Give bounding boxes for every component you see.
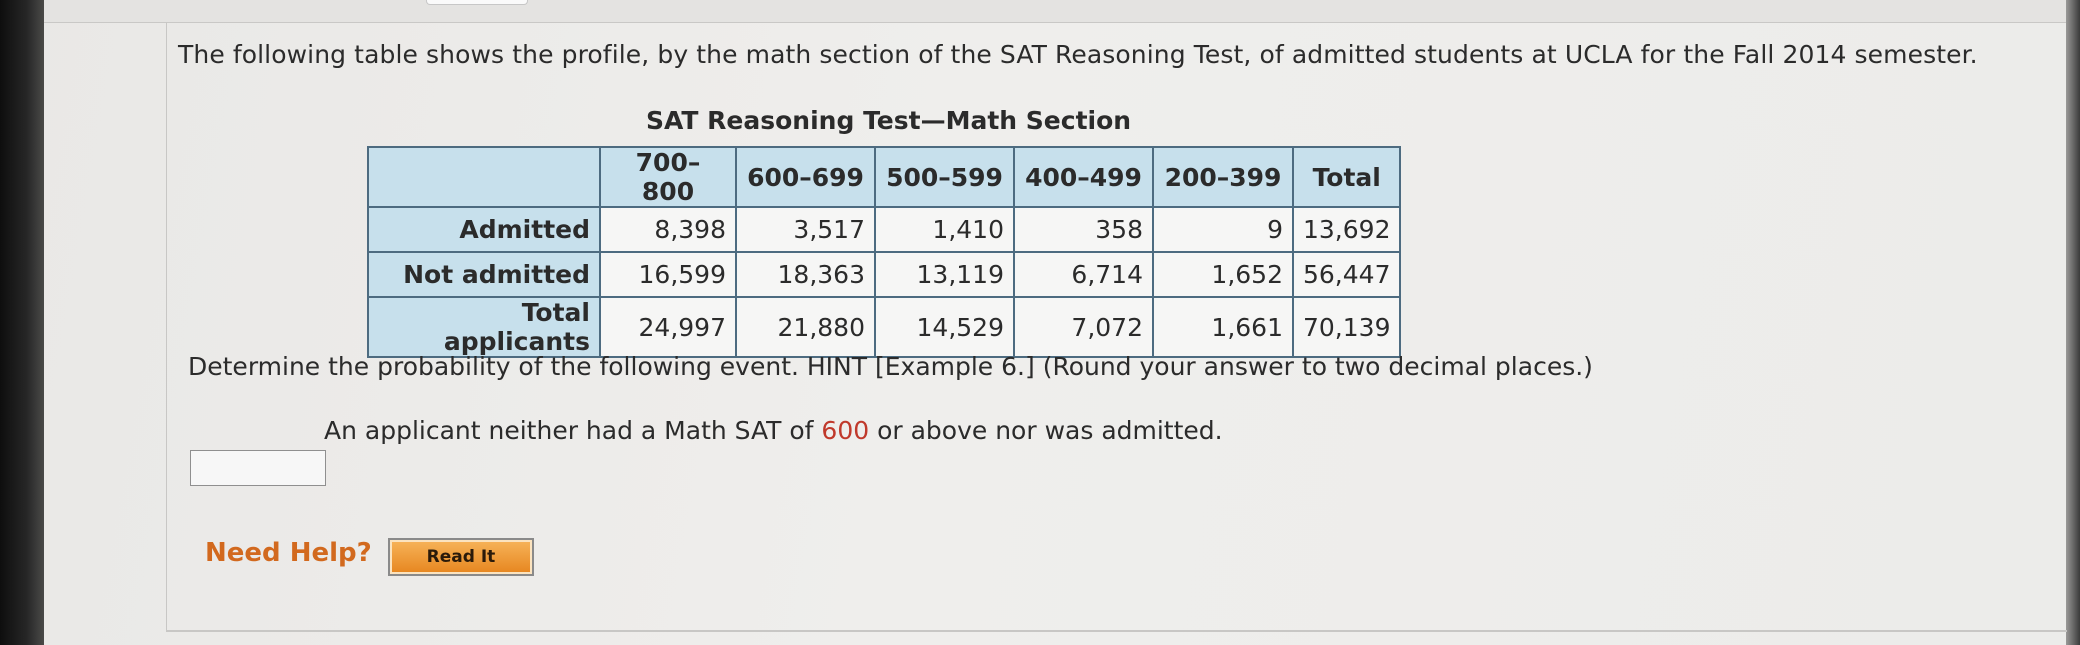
top-tab[interactable] <box>426 0 528 5</box>
instruction-text: Determine the probability of the following event. HINT [Example 6.] (Round your answer to two decimal places.) <box>188 352 1593 381</box>
monitor-bezel-left <box>0 0 44 645</box>
column-header: 500–599 <box>875 147 1014 207</box>
table-row-not-admitted <box>368 252 1400 297</box>
table-corner-cell <box>368 147 600 207</box>
table-cell: 16,599 <box>600 252 736 297</box>
table-cell: 56,447 <box>1293 252 1400 297</box>
row-header: Total applicants <box>368 297 600 357</box>
table-row-admitted <box>368 207 1400 252</box>
table-cell: 7,072 <box>1014 297 1153 357</box>
table-cell: 9 <box>1153 207 1293 252</box>
sat-table <box>367 146 1401 358</box>
column-header: 200–399 <box>1153 147 1293 207</box>
row-header: Not admitted <box>368 252 600 297</box>
table-header-row <box>368 147 1400 207</box>
table-cell: 1,661 <box>1153 297 1293 357</box>
table-cell: 14,529 <box>875 297 1014 357</box>
answer-input[interactable] <box>190 450 326 486</box>
read-it-button[interactable]: Read It <box>388 538 534 576</box>
question-intro: The following table shows the profile, by the math section of the SAT Reasoning Test, of admitted students at UCLA for the Fall 2014 semester. <box>178 40 1978 69</box>
event-text-before: An applicant neither had a Math SAT of <box>324 416 822 445</box>
column-header: 700–800 <box>600 147 736 207</box>
table-cell: 3,517 <box>736 207 875 252</box>
table-cell: 70,139 <box>1293 297 1400 357</box>
monitor-bezel-right <box>2066 0 2080 645</box>
table-cell: 1,652 <box>1153 252 1293 297</box>
table-title: SAT Reasoning Test—Math Section <box>646 106 1132 135</box>
table-cell: 13,119 <box>875 252 1014 297</box>
table-cell: 21,880 <box>736 297 875 357</box>
top-strip <box>44 0 2066 23</box>
need-help-label: Need Help? <box>205 538 372 568</box>
event-text-after: or above nor was admitted. <box>869 416 1223 445</box>
table-cell: 13,692 <box>1293 207 1400 252</box>
table-cell: 358 <box>1014 207 1153 252</box>
table-cell: 6,714 <box>1014 252 1153 297</box>
row-header: Admitted <box>368 207 600 252</box>
column-header: Total <box>1293 147 1400 207</box>
table-cell: 1,410 <box>875 207 1014 252</box>
table-cell: 8,398 <box>600 207 736 252</box>
table-cell: 18,363 <box>736 252 875 297</box>
event-highlight-value: 600 <box>821 416 870 445</box>
table-cell: 24,997 <box>600 297 736 357</box>
column-header: 400–499 <box>1014 147 1153 207</box>
table-row-total-applicants <box>368 297 1400 357</box>
column-header: 600–699 <box>736 147 875 207</box>
event-statement <box>324 416 1223 445</box>
